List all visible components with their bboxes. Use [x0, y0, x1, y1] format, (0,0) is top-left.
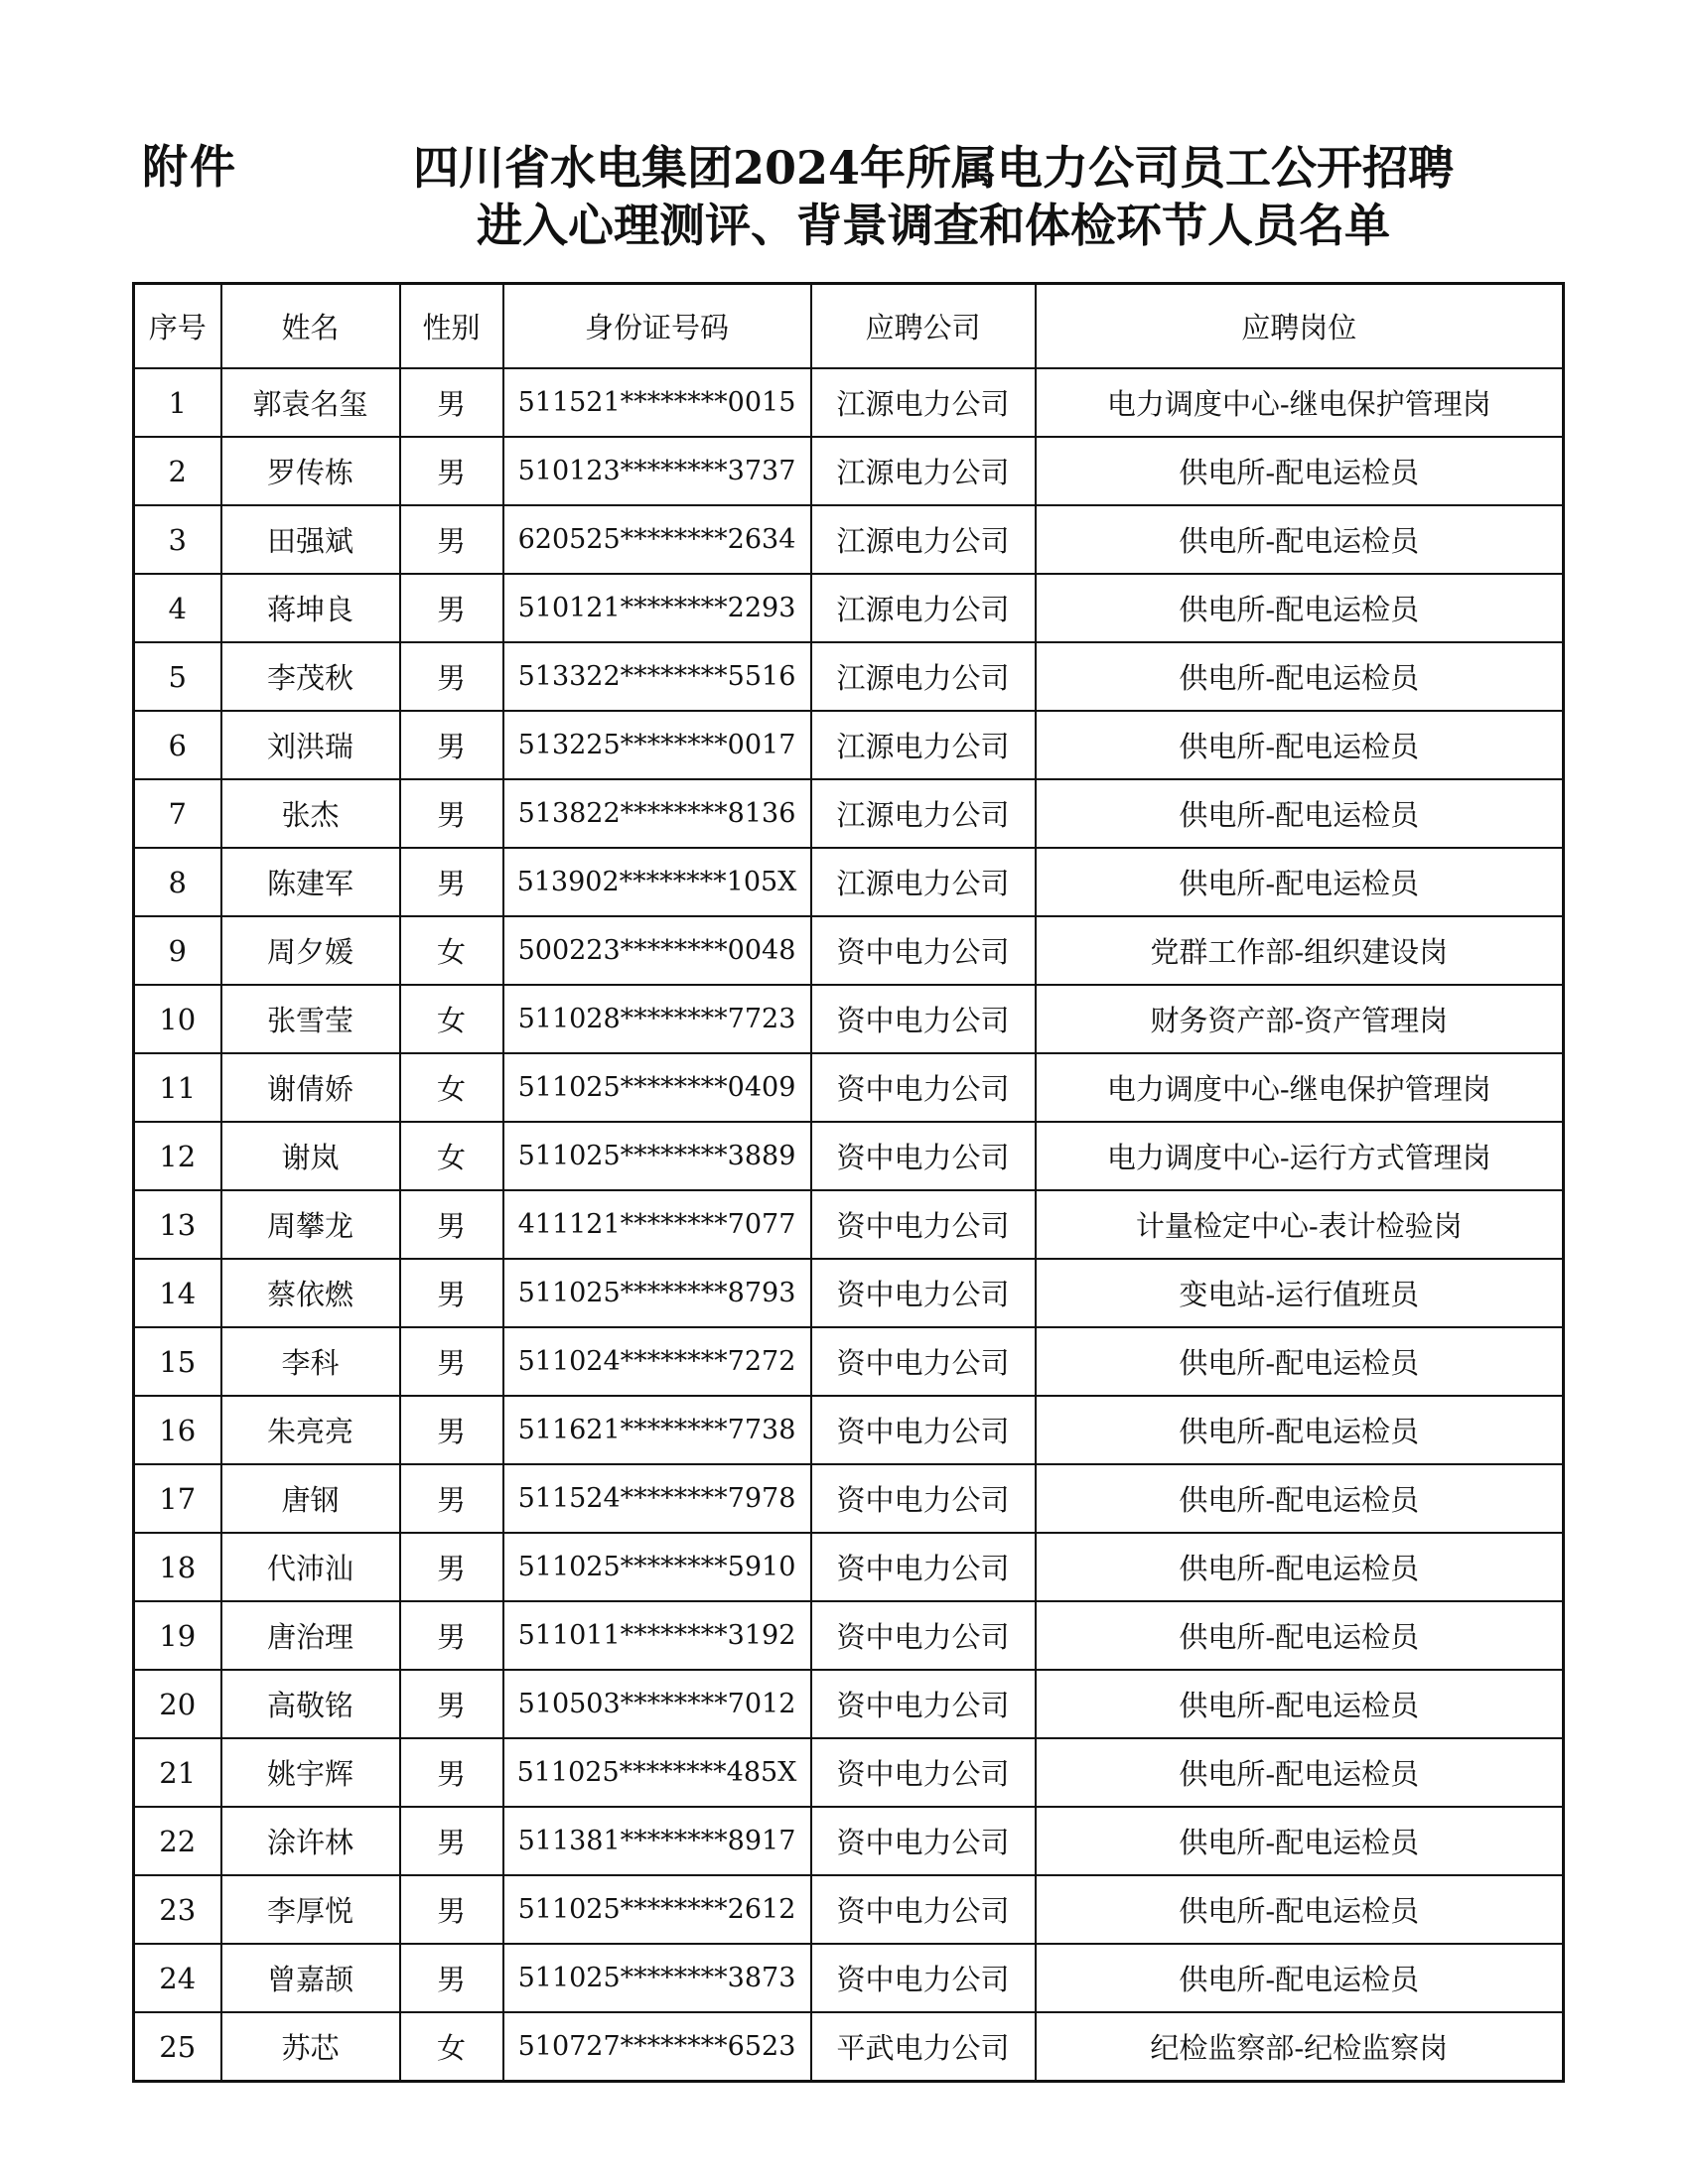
- table-row: [134, 779, 1564, 848]
- position-cell: 供电所-配电运检员: [1036, 1738, 1564, 1807]
- column-id-number-header: 身份证号码: [503, 284, 811, 369]
- seq-cell: 1: [134, 368, 221, 437]
- position-cell: 财务资产部-资产管理岗: [1036, 985, 1564, 1053]
- table-row: [134, 1327, 1564, 1396]
- name-cell: 陈建军: [221, 848, 400, 916]
- table-row: [134, 1259, 1564, 1327]
- company-cell: 资中电力公司: [811, 1259, 1036, 1327]
- id-number-cell: 411121********7077: [503, 1190, 811, 1259]
- column-name-header: 姓名: [221, 284, 400, 369]
- name-cell: 朱亮亮: [221, 1396, 400, 1464]
- id-number-cell: 511025********0409: [503, 1053, 811, 1122]
- table-row: [134, 437, 1564, 505]
- id-number-cell: 510503********7012: [503, 1670, 811, 1738]
- id-number-cell: 513822********8136: [503, 779, 811, 848]
- name-cell: 代沛汕: [221, 1533, 400, 1601]
- seq-cell: 17: [134, 1464, 221, 1533]
- name-cell: 曾嘉颉: [221, 1944, 400, 2012]
- seq-cell: 18: [134, 1533, 221, 1601]
- table-row: [134, 1464, 1564, 1533]
- position-cell: 供电所-配电运检员: [1036, 1601, 1564, 1670]
- gender-cell: 男: [400, 1259, 503, 1327]
- annex-label: 附件: [142, 140, 237, 194]
- seq-cell: 21: [134, 1738, 221, 1807]
- table-row: [134, 642, 1564, 711]
- column-company-header: 应聘公司: [811, 284, 1036, 369]
- company-cell: 资中电力公司: [811, 1190, 1036, 1259]
- name-cell: 高敬铭: [221, 1670, 400, 1738]
- position-cell: 供电所-配电运检员: [1036, 1807, 1564, 1875]
- name-cell: 李茂秋: [221, 642, 400, 711]
- name-cell: 周夕媛: [221, 916, 400, 985]
- company-cell: 江源电力公司: [811, 711, 1036, 779]
- seq-cell: 19: [134, 1601, 221, 1670]
- gender-cell: 男: [400, 1327, 503, 1396]
- table-row: [134, 848, 1564, 916]
- id-number-cell: 510727********6523: [503, 2012, 811, 2082]
- candidate-roster-table: [132, 282, 1565, 2083]
- gender-cell: 男: [400, 1738, 503, 1807]
- position-cell: 供电所-配电运检员: [1036, 437, 1564, 505]
- company-cell: 资中电力公司: [811, 1601, 1036, 1670]
- gender-cell: 男: [400, 642, 503, 711]
- company-cell: 资中电力公司: [811, 1464, 1036, 1533]
- table-row: [134, 505, 1564, 574]
- table-row: [134, 711, 1564, 779]
- name-cell: 姚宇辉: [221, 1738, 400, 1807]
- name-cell: 周攀龙: [221, 1190, 400, 1259]
- position-cell: 供电所-配电运检员: [1036, 1464, 1564, 1533]
- company-cell: 江源电力公司: [811, 368, 1036, 437]
- name-cell: 唐钢: [221, 1464, 400, 1533]
- position-cell: 电力调度中心-继电保护管理岗: [1036, 1053, 1564, 1122]
- table-row: [134, 916, 1564, 985]
- gender-cell: 男: [400, 574, 503, 642]
- name-cell: 唐治理: [221, 1601, 400, 1670]
- gender-cell: 男: [400, 437, 503, 505]
- company-cell: 江源电力公司: [811, 779, 1036, 848]
- gender-cell: 女: [400, 1053, 503, 1122]
- gender-cell: 男: [400, 1396, 503, 1464]
- title-line-1: 四川省水电集团2024年所属电力公司员工公开招聘: [412, 141, 1455, 195]
- seq-cell: 24: [134, 1944, 221, 2012]
- seq-cell: 12: [134, 1122, 221, 1190]
- company-cell: 资中电力公司: [811, 1670, 1036, 1738]
- seq-cell: 4: [134, 574, 221, 642]
- seq-cell: 11: [134, 1053, 221, 1122]
- position-cell: 供电所-配电运检员: [1036, 711, 1564, 779]
- table-header: [134, 284, 1564, 369]
- gender-cell: 男: [400, 1944, 503, 2012]
- company-cell: 资中电力公司: [811, 1396, 1036, 1464]
- gender-cell: 女: [400, 985, 503, 1053]
- id-number-cell: 500223********0048: [503, 916, 811, 985]
- table-row: [134, 1122, 1564, 1190]
- seq-cell: 15: [134, 1327, 221, 1396]
- seq-cell: 3: [134, 505, 221, 574]
- id-number-cell: 511521********0015: [503, 368, 811, 437]
- table-row: [134, 1670, 1564, 1738]
- seq-cell: 10: [134, 985, 221, 1053]
- id-number-cell: 510123********3737: [503, 437, 811, 505]
- id-number-cell: 511025********5910: [503, 1533, 811, 1601]
- seq-cell: 9: [134, 916, 221, 985]
- company-cell: 江源电力公司: [811, 848, 1036, 916]
- id-number-cell: 511025********8793: [503, 1259, 811, 1327]
- seq-cell: 14: [134, 1259, 221, 1327]
- id-number-cell: 511025********3889: [503, 1122, 811, 1190]
- name-cell: 李科: [221, 1327, 400, 1396]
- table-row: [134, 1807, 1564, 1875]
- id-number-cell: 511028********7723: [503, 985, 811, 1053]
- table-row: [134, 1053, 1564, 1122]
- company-cell: 资中电力公司: [811, 1122, 1036, 1190]
- gender-cell: 男: [400, 848, 503, 916]
- id-number-cell: 511024********7272: [503, 1327, 811, 1396]
- roster-table-container: [132, 282, 1562, 2083]
- company-cell: 资中电力公司: [811, 985, 1036, 1053]
- gender-cell: 男: [400, 1533, 503, 1601]
- company-cell: 资中电力公司: [811, 1738, 1036, 1807]
- name-cell: 郭袁名玺: [221, 368, 400, 437]
- table-row: [134, 1190, 1564, 1259]
- name-cell: 田强斌: [221, 505, 400, 574]
- company-cell: 江源电力公司: [811, 437, 1036, 505]
- gender-cell: 男: [400, 1875, 503, 1944]
- table-row: [134, 1601, 1564, 1670]
- position-cell: 供电所-配电运检员: [1036, 642, 1564, 711]
- id-number-cell: 511011********3192: [503, 1601, 811, 1670]
- position-cell: 供电所-配电运检员: [1036, 505, 1564, 574]
- id-number-cell: 620525********2634: [503, 505, 811, 574]
- table-row: [134, 368, 1564, 437]
- position-cell: 供电所-配电运检员: [1036, 1327, 1564, 1396]
- position-cell: 供电所-配电运检员: [1036, 1944, 1564, 2012]
- id-number-cell: 513225********0017: [503, 711, 811, 779]
- table-row: [134, 574, 1564, 642]
- company-cell: 江源电力公司: [811, 505, 1036, 574]
- table-row: [134, 2012, 1564, 2082]
- seq-cell: 7: [134, 779, 221, 848]
- position-cell: 电力调度中心-继电保护管理岗: [1036, 368, 1564, 437]
- company-cell: 资中电力公司: [811, 916, 1036, 985]
- company-cell: 平武电力公司: [811, 2012, 1036, 2082]
- table-body: [134, 368, 1564, 2082]
- company-cell: 资中电力公司: [811, 1807, 1036, 1875]
- column-seq-header: 序号: [134, 284, 221, 369]
- seq-cell: 5: [134, 642, 221, 711]
- name-cell: 谢倩娇: [221, 1053, 400, 1122]
- position-cell: 供电所-配电运检员: [1036, 1670, 1564, 1738]
- gender-cell: 男: [400, 1601, 503, 1670]
- table-row: [134, 985, 1564, 1053]
- gender-cell: 男: [400, 368, 503, 437]
- company-cell: 江源电力公司: [811, 574, 1036, 642]
- seq-cell: 25: [134, 2012, 221, 2082]
- id-number-cell: 511381********8917: [503, 1807, 811, 1875]
- position-cell: 供电所-配电运检员: [1036, 848, 1564, 916]
- name-cell: 蔡依燃: [221, 1259, 400, 1327]
- seq-cell: 23: [134, 1875, 221, 1944]
- company-cell: 资中电力公司: [811, 1875, 1036, 1944]
- gender-cell: 男: [400, 505, 503, 574]
- id-number-cell: 513902********105X: [503, 848, 811, 916]
- column-position-header: 应聘岗位: [1036, 284, 1564, 369]
- position-cell: 供电所-配电运检员: [1036, 1396, 1564, 1464]
- gender-cell: 男: [400, 1464, 503, 1533]
- id-number-cell: 511025********2612: [503, 1875, 811, 1944]
- gender-cell: 女: [400, 1122, 503, 1190]
- position-cell: 供电所-配电运检员: [1036, 1533, 1564, 1601]
- company-cell: 资中电力公司: [811, 1944, 1036, 2012]
- id-number-cell: 511621********7738: [503, 1396, 811, 1464]
- company-cell: 资中电力公司: [811, 1053, 1036, 1122]
- name-cell: 罗传栋: [221, 437, 400, 505]
- gender-cell: 男: [400, 1190, 503, 1259]
- table-row: [134, 1533, 1564, 1601]
- gender-cell: 男: [400, 1670, 503, 1738]
- seq-cell: 20: [134, 1670, 221, 1738]
- position-cell: 电力调度中心-运行方式管理岗: [1036, 1122, 1564, 1190]
- table-row: [134, 1396, 1564, 1464]
- id-number-cell: 513322********5516: [503, 642, 811, 711]
- name-cell: 苏芯: [221, 2012, 400, 2082]
- gender-cell: 女: [400, 916, 503, 985]
- seq-cell: 2: [134, 437, 221, 505]
- table-row: [134, 1738, 1564, 1807]
- name-cell: 谢岚: [221, 1122, 400, 1190]
- id-number-cell: 510121********2293: [503, 574, 811, 642]
- seq-cell: 13: [134, 1190, 221, 1259]
- gender-cell: 男: [400, 1807, 503, 1875]
- position-cell: 供电所-配电运检员: [1036, 1875, 1564, 1944]
- gender-cell: 男: [400, 711, 503, 779]
- column-gender-header: 性别: [400, 284, 503, 369]
- position-cell: 党群工作部-组织建设岗: [1036, 916, 1564, 985]
- name-cell: 李厚悦: [221, 1875, 400, 1944]
- id-number-cell: 511524********7978: [503, 1464, 811, 1533]
- position-cell: 纪检监察部-纪检监察岗: [1036, 2012, 1564, 2082]
- name-cell: 张雪莹: [221, 985, 400, 1053]
- seq-cell: 16: [134, 1396, 221, 1464]
- seq-cell: 22: [134, 1807, 221, 1875]
- name-cell: 刘洪瑞: [221, 711, 400, 779]
- position-cell: 供电所-配电运检员: [1036, 779, 1564, 848]
- position-cell: 计量检定中心-表计检验岗: [1036, 1190, 1564, 1259]
- table-row: [134, 1944, 1564, 2012]
- name-cell: 蒋坤良: [221, 574, 400, 642]
- position-cell: 变电站-运行值班员: [1036, 1259, 1564, 1327]
- gender-cell: 男: [400, 779, 503, 848]
- company-cell: 资中电力公司: [811, 1533, 1036, 1601]
- table-header-row: [134, 284, 1564, 369]
- id-number-cell: 511025********3873: [503, 1944, 811, 2012]
- seq-cell: 6: [134, 711, 221, 779]
- name-cell: 张杰: [221, 779, 400, 848]
- gender-cell: 女: [400, 2012, 503, 2082]
- name-cell: 涂许林: [221, 1807, 400, 1875]
- document-title: [357, 139, 1509, 254]
- seq-cell: 8: [134, 848, 221, 916]
- table-row: [134, 1875, 1564, 1944]
- company-cell: 资中电力公司: [811, 1327, 1036, 1396]
- title-line-2: 进入心理测评、背景调查和体检环节人员名单: [477, 199, 1390, 252]
- company-cell: 江源电力公司: [811, 642, 1036, 711]
- id-number-cell: 511025********485X: [503, 1738, 811, 1807]
- position-cell: 供电所-配电运检员: [1036, 574, 1564, 642]
